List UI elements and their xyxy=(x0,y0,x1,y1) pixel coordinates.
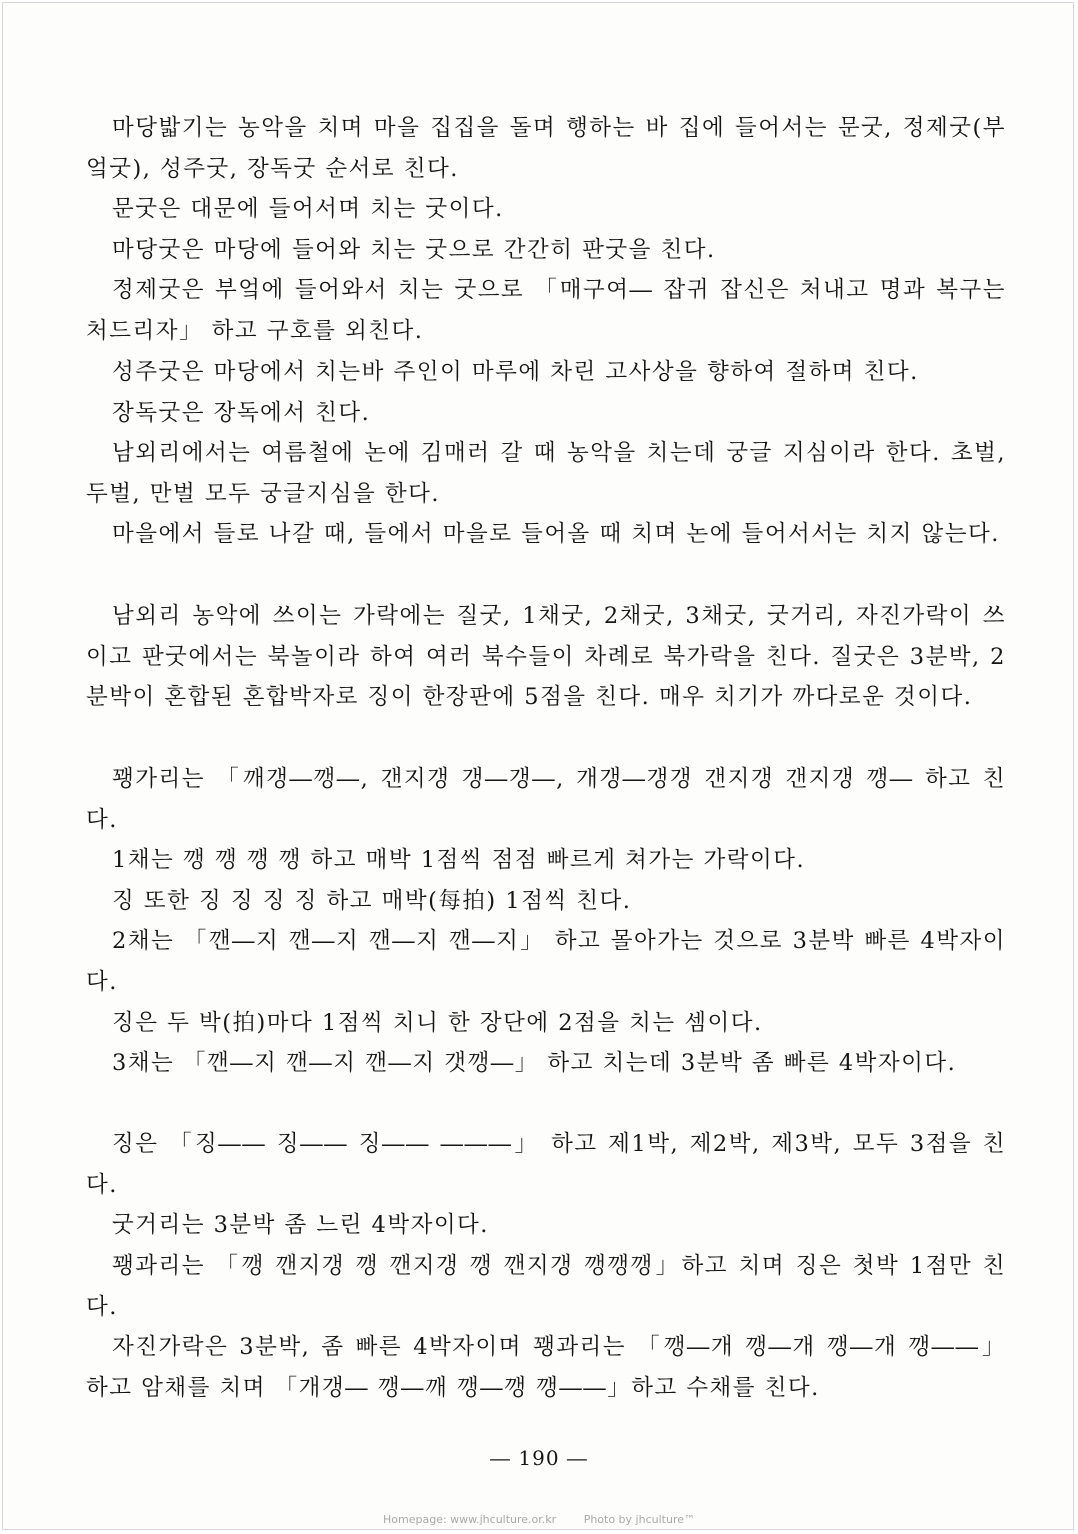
paragraph-madanggut: 마당굿은 마당에 들어와 치는 굿으로 간간히 판굿을 친다. xyxy=(112,237,716,263)
paragraph-1chae: 1채는 깽 깽 깽 깽 하고 매박 1점씩 점점 빠르게 쳐가는 가락이다. xyxy=(112,847,806,873)
paragraph-jing-3chae: 징은 「징―― 징―― 징―― ―――」 하고 제1박, 제2박, 제3박, 모두 3점을 친다. xyxy=(86,1131,1006,1198)
paragraph-mungut: 문굿은 대문에 들어서며 치는 굿이다. xyxy=(112,196,504,222)
paragraph-jeongjegut: 정제굿은 부엌에 들어와서 치는 굿으로 「매구여― 잡귀 잡신은 처내고 명과 복구는 처드리자」 하고 구호를 외친다. xyxy=(86,277,1006,344)
paragraph-kkwaenggwari-gutgeori: 꽹과리는 「깽 깬지갱 깽 깬지갱 깽 깬지갱 깽깽깽」하고 치며 징은 첫박 1점만 친다. xyxy=(86,1253,1006,1320)
paragraph-jing-1chae: 징 또한 징 징 징 징 하고 매박(每拍) 1점씩 친다. xyxy=(112,888,632,914)
paragraph-garak-types: 남외리 농악에 쓰이는 가락에는 질굿, 1채굿, 2채굿, 3채굿, 굿거리, 자진가락이 쓰이고 판굿에서는 북놀이라 하여 여러 북수들이 차례로 북가락을 친다. 질굿은 3분박, 2분박이 혼합된 혼합박자로 징이 한장판에 5점을 친다. 매우 치기가 까다로운 것이다. xyxy=(86,603,1006,711)
paragraph-gutgeori: 굿거리는 3분박 좀 느린 4박자이다. xyxy=(112,1212,489,1238)
paragraph-seongjugut: 성주굿은 마당에서 치는바 주인이 마루에 차린 고사상을 향하여 절하며 친다. xyxy=(112,359,919,385)
paragraph-jing-2chae: 징은 두 박(拍)마다 1점씩 치니 한 장단에 2점을 치는 셈이다. xyxy=(112,1010,763,1036)
paragraph-madangbapgi: 마당밟기는 농악을 치며 마을 집집을 돌며 행하는 바 집에 들어서는 문굿, 정제굿(부엌굿), 성주굿, 장독굿 순서로 친다. xyxy=(86,115,1006,182)
footer-homepage: Homepage: www.jhculture.or.kr xyxy=(382,1513,557,1526)
paragraph-field-going: 마을에서 들로 나갈 때, 들에서 마을로 들어올 때 치며 논에 들어서서는 치지 않는다. xyxy=(112,521,1000,547)
paragraph-gunggeul-jisim: 남외리에서는 여름철에 논에 김매러 갈 때 농악을 치는데 궁글 지심이라 한다. 초벌, 두벌, 만벌 모두 궁글지심을 한다. xyxy=(86,440,1006,507)
paragraph-3chae: 3채는 「깬―지 깬―지 깬―지 갯깽―」 하고 치는데 3분박 좀 빠른 4박자이다. xyxy=(112,1050,957,1076)
footer-credits xyxy=(0,1513,1078,1526)
footer-photo-credit: Photo by jhculture™ xyxy=(583,1513,695,1526)
paragraph-kkwaenggari: 꽹가리는 「깨갱―깽―, 갠지갱 갱―갱―, 개갱―갱갱 갠지갱 갠지갱 깽― 하고 친다. xyxy=(86,766,1006,833)
page-number: ― 190 ― xyxy=(490,1446,588,1470)
paragraph-2chae: 2채는 「깬―지 깬―지 깬―지 깬―지」 하고 몰아가는 것으로 3분박 빠른 4박자이다. xyxy=(86,928,1006,995)
paragraph-jajin-garak: 자진가락은 3분박, 좀 빠른 4박자이며 꽹과리는 「깽―개 깽―개 깽―개 깽――」 하고 암채를 치며 「개갱― 깽―깨 깽―깽 깽――」하고 수채를 친다. xyxy=(86,1334,1006,1401)
paragraph-jangdokgut: 장독굿은 장독에서 친다. xyxy=(112,400,371,426)
